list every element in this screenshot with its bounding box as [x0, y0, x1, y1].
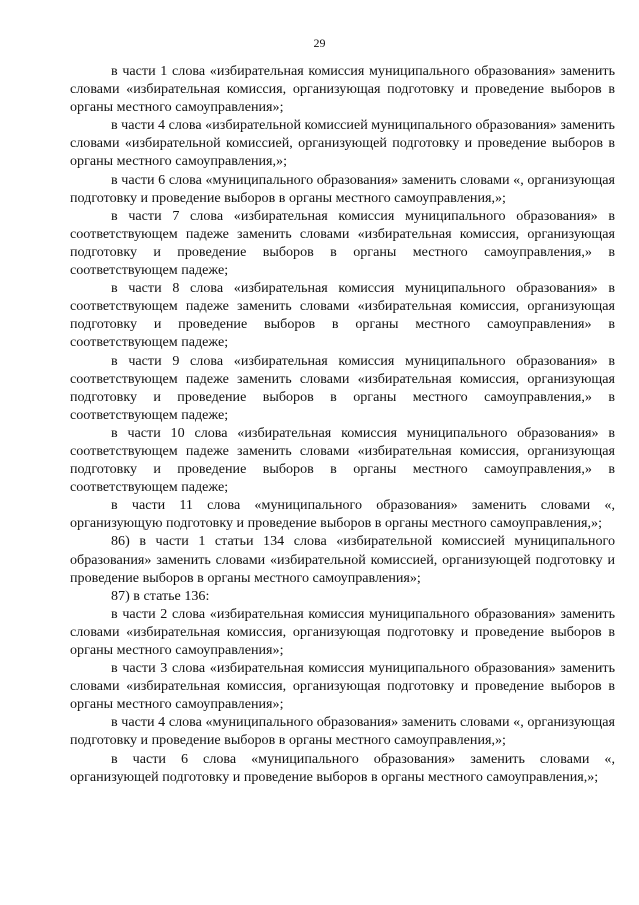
- paragraph-art136-part-2: в части 2 слова «избирательная комиссия муниципального образования» заменить словами «избирательная комиссия, организующая подготовку и проведение выборов в органы местного самоуправления»;: [70, 605, 615, 658]
- paragraph-part-10: в части 10 слова «избирательная комиссия муниципального образования» в соответствующем падеже заменить словами «избирательная комиссия, организующая подготовку и проведение выборов в органы местного самоуправления,» в соответствующем падеже;: [70, 424, 615, 496]
- document-body: [70, 62, 615, 786]
- paragraph-part-6: в части 6 слова «муниципального образования» заменить словами «, организующая подготовку и проведение выборов в органы местного самоуправления,»;: [70, 171, 615, 206]
- paragraph-part-1: в части 1 слова «избирательная комиссия муниципального образования» заменить словами «избирательная комиссия, организующая подготовку и проведение выборов в органы местного самоуправления»;: [70, 63, 615, 116]
- paragraph-item-87: 87) в статье 136:: [111, 587, 210, 604]
- page-number: 29: [313, 36, 326, 50]
- paragraph-art136-part-6: в части 6 слова «муниципального образования» заменить словами «, организующей подготовку и проведение выборов в органы местного самоуправления,»;: [70, 750, 615, 785]
- paragraph-art136-part-4: в части 4 слова «муниципального образования» заменить словами «, организующая подготовку и проведение выборов в органы местного самоуправления,»;: [70, 714, 615, 749]
- paragraph-part-4: в части 4 слова «избирательной комиссией муниципального образования» заменить словами «избирательной комиссией, организующей подготовку и проведение выборов в органы местного самоуправления,»;: [70, 117, 615, 170]
- paragraph-part-11: в части 11 слова «муниципального образования» заменить словами «, организующую подготовку и проведение выборов в органы местного самоуправления,»;: [70, 497, 615, 532]
- paragraph-part-9: в части 9 слова «избирательная комиссия муниципального образования» в соответствующем падеже заменить словами «избирательная комиссия, организующая подготовку и проведение выборов в органы местного самоуправления,» в соответствующем падеже;: [70, 352, 615, 423]
- paragraph-part-8: в части 8 слова «избирательная комиссия муниципального образования» в соответствующем падеже заменить словами «избирательная комиссия, организующая подготовку и проведение выборов в органы местного самоуправления» в соответствующем падеже;: [70, 280, 615, 351]
- paragraph-item-86: 86) в части 1 статьи 134 слова «избирательной комиссией муниципального образования» заменить словами «избирательной комиссией, организующей подготовку и проведение выборов в органы местного самоуправления»;: [70, 533, 615, 586]
- paragraph-part-7: в части 7 слова «избирательная комиссия муниципального образования» в соответствующем падеже заменить словами «избирательная комиссия, организующая подготовку и проведение выборов в органы местного самоуправления,» в соответствующем падеже;: [70, 207, 615, 279]
- paragraph-art136-part-3: в части 3 слова «избирательная комиссия муниципального образования» заменить словами «избирательная комиссия, организующая подготовку и проведение выборов в органы местного самоуправления»;: [70, 660, 615, 713]
